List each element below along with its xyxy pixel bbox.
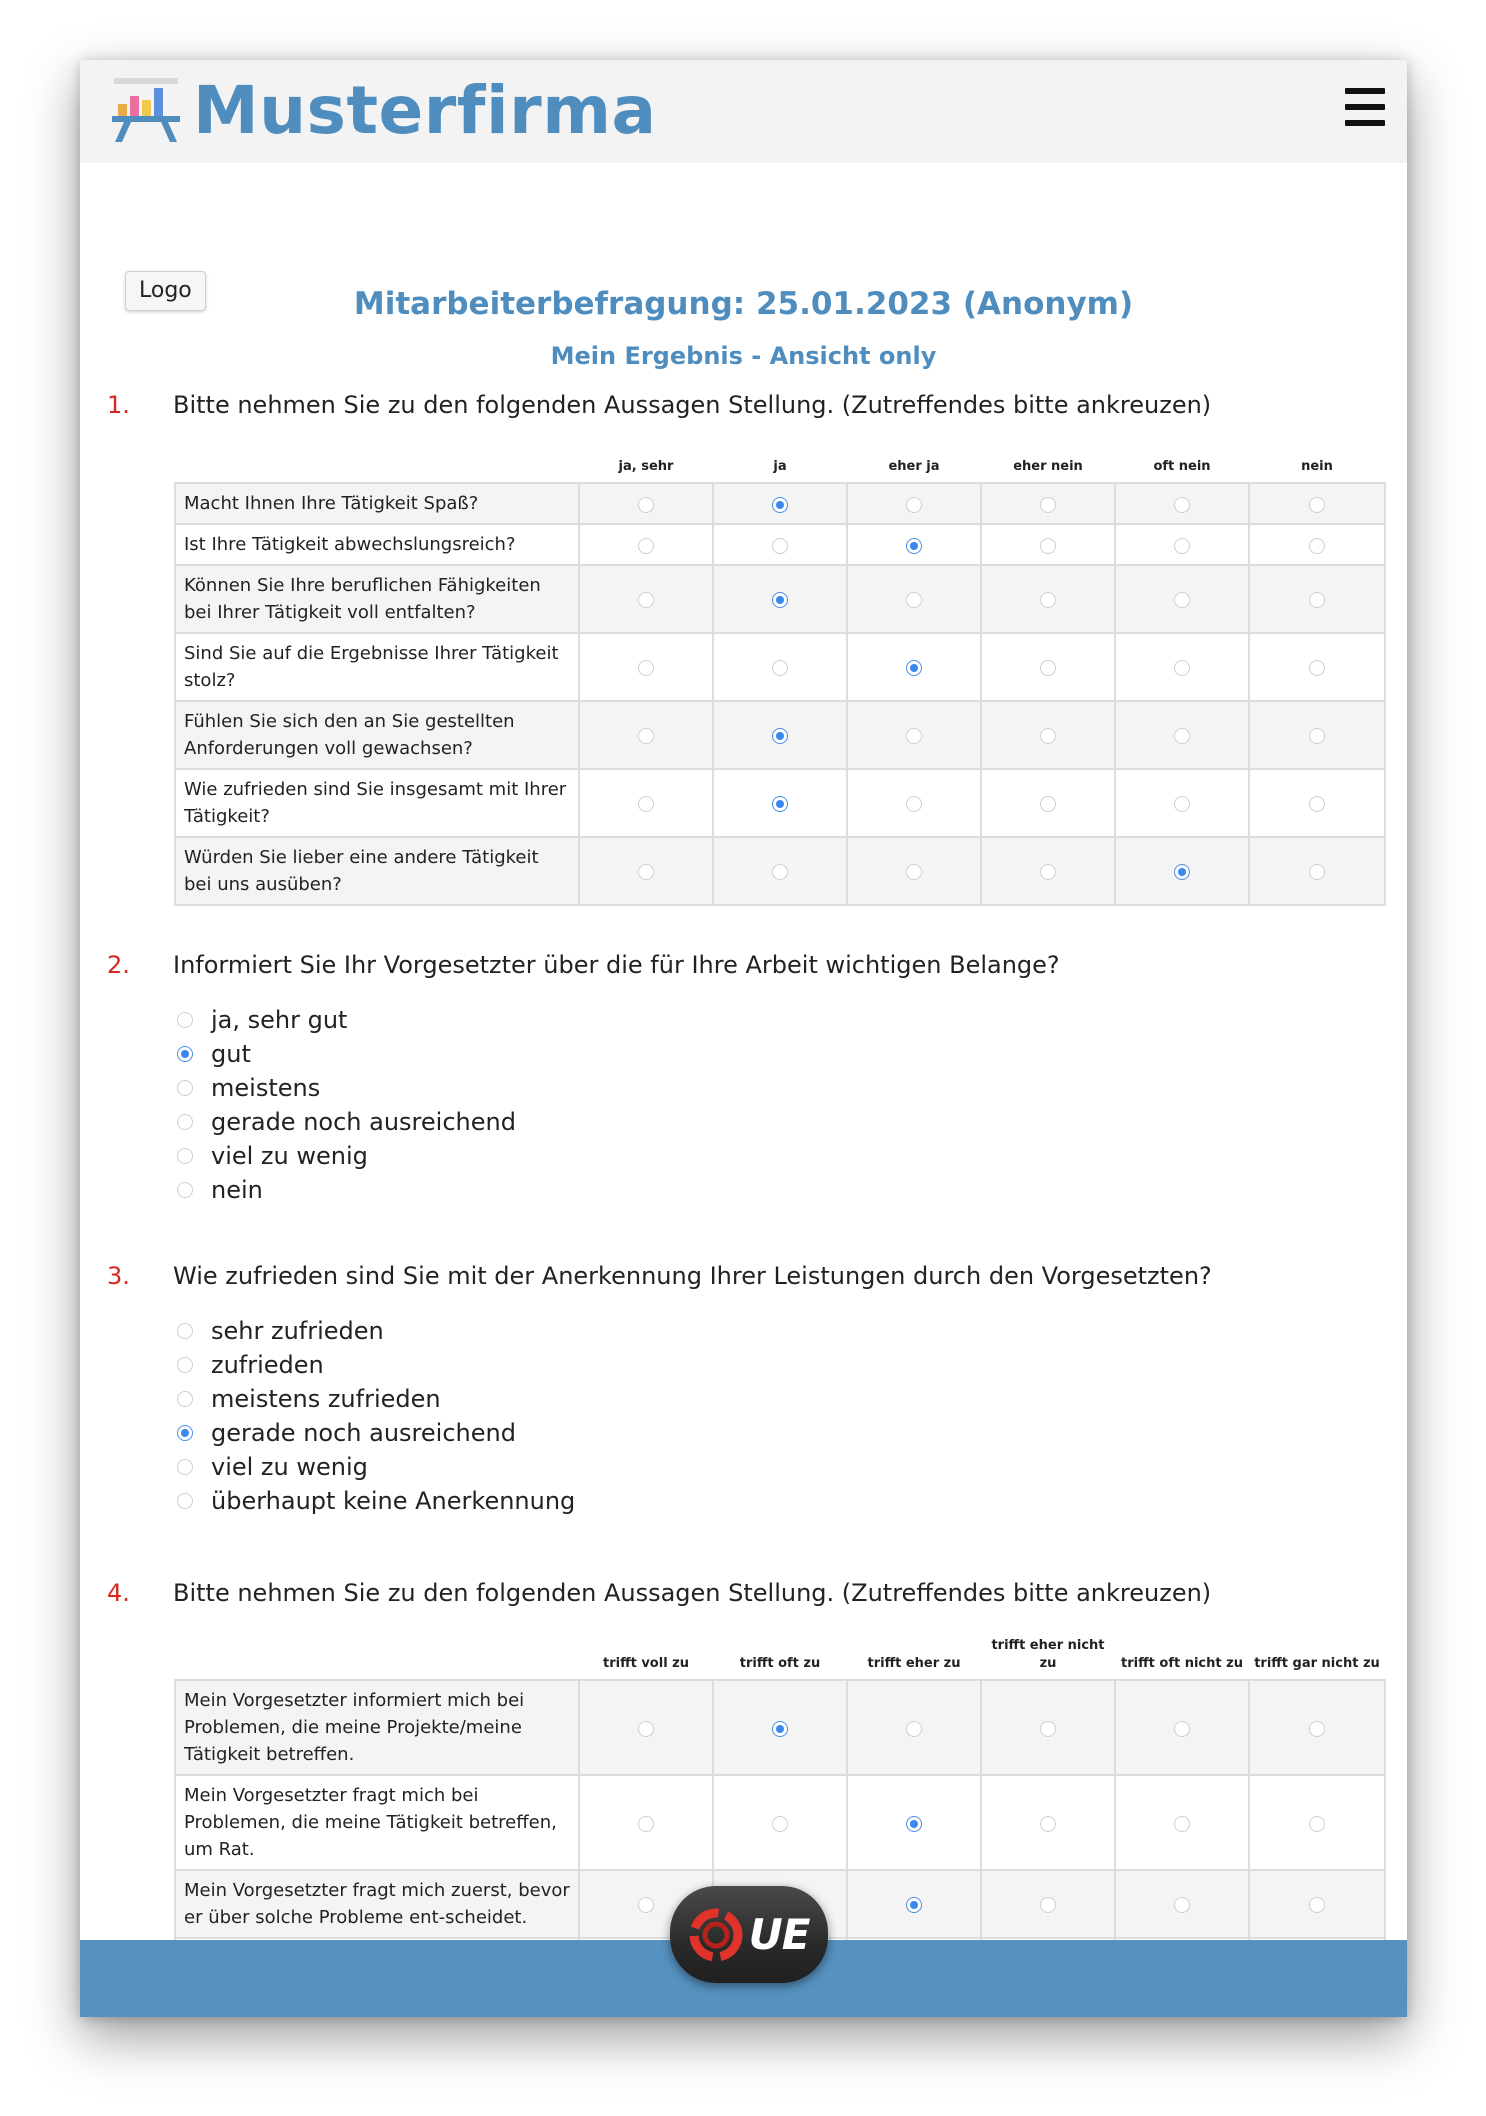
radio-button[interactable] <box>177 1493 193 1509</box>
radio-option-label: zufrieden <box>211 1351 324 1379</box>
radio-button[interactable] <box>177 1323 193 1339</box>
matrix-cell <box>847 524 981 565</box>
radio-button[interactable] <box>772 728 788 744</box>
matrix-cell <box>1115 1775 1249 1870</box>
menu-bar <box>1345 88 1385 94</box>
matrix-cell <box>1249 565 1385 633</box>
radio-option[interactable] <box>177 1037 516 1071</box>
radio-button[interactable] <box>772 592 788 608</box>
matrix-cell <box>1115 483 1249 524</box>
matrix-row-label: Wie zufrieden sind Sie insgesamt mit Ihrer Tätigkeit? <box>175 769 579 837</box>
radio-button[interactable] <box>638 1721 654 1737</box>
matrix-cell <box>579 524 713 565</box>
matrix-cell <box>1249 1775 1385 1870</box>
radio-button[interactable] <box>1040 796 1056 812</box>
radio-button[interactable] <box>638 796 654 812</box>
matrix-cell <box>981 483 1115 524</box>
radio-button[interactable] <box>177 1425 193 1441</box>
question-3-options <box>177 1314 575 1518</box>
radio-button[interactable] <box>177 1148 193 1164</box>
radio-button[interactable] <box>772 660 788 676</box>
matrix-column-header: eher ja <box>888 459 940 474</box>
matrix-cell <box>847 769 981 837</box>
radio-button[interactable] <box>638 538 654 554</box>
question-text: Wie zufrieden sind Sie mit der Anerkennung Ihrer Leistungen durch den Vorgesetzten? <box>173 1262 1212 1290</box>
matrix-row <box>175 565 1385 633</box>
radio-button[interactable] <box>1174 538 1190 554</box>
matrix-cell <box>579 565 713 633</box>
ue-logo-icon <box>689 1908 743 1962</box>
matrix-column-header: nein <box>1301 459 1333 474</box>
question-number: 4. <box>107 1579 130 1607</box>
radio-button[interactable] <box>1174 796 1190 812</box>
radio-button[interactable] <box>638 497 654 513</box>
radio-button[interactable] <box>177 1012 193 1028</box>
matrix-cell <box>1249 524 1385 565</box>
radio-button[interactable] <box>638 1816 654 1832</box>
radio-button[interactable] <box>772 1721 788 1737</box>
matrix-column-header: ja, sehr <box>618 459 674 474</box>
matrix-cell <box>847 565 981 633</box>
radio-button[interactable] <box>638 1897 654 1913</box>
matrix-cell <box>1249 701 1385 769</box>
matrix-row <box>175 769 1385 837</box>
matrix-column-header: trifft oft nicht zu <box>1121 1656 1243 1671</box>
radio-button[interactable] <box>1309 864 1325 880</box>
matrix-row-label: Mein Vorgesetzter fragt mich zuerst, bevor er über solche Probleme ent-scheidet. <box>175 1870 579 1938</box>
radio-option[interactable] <box>177 1348 575 1382</box>
matrix-row <box>175 483 1385 524</box>
radio-button[interactable] <box>177 1046 193 1062</box>
radio-option-label: gerade noch ausreichend <box>211 1108 516 1136</box>
radio-button[interactable] <box>1040 497 1056 513</box>
matrix-cell <box>981 701 1115 769</box>
matrix-cell <box>1249 633 1385 701</box>
matrix-row <box>175 1775 1385 1870</box>
matrix-cell <box>1115 1870 1249 1938</box>
matrix-cell <box>713 565 847 633</box>
matrix-cell <box>579 483 713 524</box>
radio-button[interactable] <box>1174 592 1190 608</box>
matrix-row <box>175 524 1385 565</box>
radio-button[interactable] <box>1174 1897 1190 1913</box>
matrix-cell <box>981 837 1115 905</box>
matrix-cell <box>981 565 1115 633</box>
survey-title: Mitarbeiterbefragung: 25.01.2023 (Anonym) <box>353 286 1134 322</box>
matrix-cell <box>847 1775 981 1870</box>
radio-option-label: sehr zufrieden <box>211 1317 384 1345</box>
logo-icon[interactable] <box>108 74 184 144</box>
question-text: Informiert Sie Ihr Vorgesetzter über die für Ihre Arbeit wichtigen Belange? <box>173 951 1060 979</box>
radio-button[interactable] <box>177 1114 193 1130</box>
matrix-cell <box>981 524 1115 565</box>
matrix-column-header: trifft eher zu <box>867 1656 961 1671</box>
matrix-cell <box>847 1870 981 1938</box>
matrix-row-label: Mein Vorgesetzter fragt mich bei Problemen, die meine Tätigkeit betreffen, um Rat. <box>175 1775 579 1870</box>
matrix-cell <box>713 837 847 905</box>
radio-button[interactable] <box>906 1816 922 1832</box>
logo-tooltip: Logo <box>125 271 206 311</box>
radio-button[interactable] <box>906 660 922 676</box>
matrix-cell <box>713 769 847 837</box>
radio-button[interactable] <box>1309 1897 1325 1913</box>
matrix-cell <box>981 1680 1115 1775</box>
radio-button[interactable] <box>1040 660 1056 676</box>
matrix-row-label: Würden Sie lieber eine andere Tätigkeit bei uns ausüben? <box>175 837 579 905</box>
matrix-cell <box>713 1775 847 1870</box>
radio-option[interactable] <box>177 1139 516 1173</box>
radio-option[interactable] <box>177 1105 516 1139</box>
matrix-column-header: eher nein <box>1013 459 1083 474</box>
matrix-cell <box>1115 524 1249 565</box>
radio-button[interactable] <box>772 864 788 880</box>
matrix-cell <box>1115 837 1249 905</box>
ue-badge-label: UE <box>748 1910 810 1959</box>
radio-button[interactable] <box>1040 592 1056 608</box>
question-number: 1. <box>107 391 130 419</box>
matrix-column-header: trifft voll zu <box>602 1656 690 1671</box>
radio-button[interactable] <box>1174 864 1190 880</box>
question-text: Bitte nehmen Sie zu den folgenden Aussagen Stellung. (Zutreffendes bitte ankreuzen) <box>173 391 1212 419</box>
radio-button[interactable] <box>1309 660 1325 676</box>
radio-button[interactable] <box>1309 1721 1325 1737</box>
matrix-row <box>175 1680 1385 1775</box>
radio-option[interactable] <box>177 1173 516 1207</box>
radio-button[interactable] <box>1309 796 1325 812</box>
radio-button[interactable] <box>906 1897 922 1913</box>
matrix-cell <box>579 769 713 837</box>
ue-badge[interactable] <box>670 1886 828 1983</box>
menu-bar <box>1345 120 1385 126</box>
matrix-cell <box>579 1680 713 1775</box>
matrix-row-label: Sind Sie auf die Ergebnisse Ihrer Tätigkeit stolz? <box>175 633 579 701</box>
radio-option-label: meistens zufrieden <box>211 1385 441 1413</box>
radio-button[interactable] <box>1040 864 1056 880</box>
question-2-options <box>177 1003 516 1207</box>
matrix-cell <box>981 633 1115 701</box>
matrix-cell <box>1249 769 1385 837</box>
matrix-cell <box>847 633 981 701</box>
matrix-column-header: trifft oft zu <box>739 1656 821 1671</box>
radio-button[interactable] <box>1309 592 1325 608</box>
radio-button[interactable] <box>772 796 788 812</box>
matrix-cell <box>1115 701 1249 769</box>
question-text: Bitte nehmen Sie zu den folgenden Aussagen Stellung. (Zutreffendes bitte ankreuzen) <box>173 1579 1212 1607</box>
radio-button[interactable] <box>906 497 922 513</box>
matrix-cell <box>713 633 847 701</box>
radio-button[interactable] <box>1040 1721 1056 1737</box>
brand-name[interactable]: Musterfirma <box>193 72 657 149</box>
radio-button[interactable] <box>1309 728 1325 744</box>
matrix-cell <box>981 769 1115 837</box>
radio-option[interactable] <box>177 1003 516 1037</box>
radio-button[interactable] <box>177 1357 193 1373</box>
matrix-row <box>175 837 1385 905</box>
radio-button[interactable] <box>1174 1816 1190 1832</box>
radio-option-label: viel zu wenig <box>211 1142 368 1170</box>
radio-button[interactable] <box>906 728 922 744</box>
matrix-cell <box>1115 1680 1249 1775</box>
matrix-cell <box>981 1870 1115 1938</box>
radio-button[interactable] <box>772 1816 788 1832</box>
matrix-cell <box>579 701 713 769</box>
radio-button[interactable] <box>1174 660 1190 676</box>
radio-button[interactable] <box>1309 1816 1325 1832</box>
matrix-cell <box>981 1775 1115 1870</box>
matrix-cell <box>1249 1680 1385 1775</box>
matrix-cell <box>847 837 981 905</box>
matrix-cell <box>579 633 713 701</box>
matrix-cell <box>1115 769 1249 837</box>
radio-option-label: gut <box>211 1040 251 1068</box>
matrix-row-label: Mein Vorgesetzter informiert mich bei Problemen, die meine Projekte/meine Tätigkeit betreffen. <box>175 1680 579 1775</box>
survey-content <box>80 163 1407 1998</box>
radio-button[interactable] <box>638 864 654 880</box>
hamburger-menu-icon[interactable] <box>1345 88 1385 126</box>
matrix-cell <box>847 483 981 524</box>
radio-button[interactable] <box>906 864 922 880</box>
matrix-row-label: Macht Ihnen Ihre Tätigkeit Spaß? <box>175 483 579 524</box>
matrix-row-label: Ist Ihre Tätigkeit abwechslungsreich? <box>175 524 579 565</box>
radio-button[interactable] <box>772 538 788 554</box>
radio-button[interactable] <box>638 592 654 608</box>
radio-button[interactable] <box>177 1182 193 1198</box>
matrix-column-header: trifft eher nicht zu <box>991 1638 1105 1671</box>
matrix-cell <box>1249 837 1385 905</box>
radio-option[interactable] <box>177 1071 516 1105</box>
matrix-column-header: trifft gar nicht zu <box>1254 1656 1380 1671</box>
radio-option[interactable] <box>177 1416 575 1450</box>
radio-option[interactable] <box>177 1450 575 1484</box>
matrix-column-header: ja <box>773 459 787 474</box>
radio-button[interactable] <box>906 538 922 554</box>
matrix-cell <box>1249 1870 1385 1938</box>
site-header <box>80 60 1407 166</box>
matrix-cell <box>713 483 847 524</box>
radio-option[interactable] <box>177 1484 575 1518</box>
matrix-row-label: Fühlen Sie sich den an Sie gestellten Anforderungen voll gewachsen? <box>175 701 579 769</box>
radio-button[interactable] <box>177 1459 193 1475</box>
radio-button[interactable] <box>1309 497 1325 513</box>
matrix-cell <box>1115 633 1249 701</box>
radio-button[interactable] <box>906 592 922 608</box>
survey-subtitle: Mein Ergebnis - Ansicht only <box>550 342 937 370</box>
radio-button[interactable] <box>1040 1816 1056 1832</box>
radio-button[interactable] <box>772 497 788 513</box>
radio-option-label: viel zu wenig <box>211 1453 368 1481</box>
browser-window <box>80 60 1407 2017</box>
radio-option[interactable] <box>177 1382 575 1416</box>
matrix-column-header: oft nein <box>1153 459 1211 474</box>
radio-option-label: gerade noch ausreichend <box>211 1419 516 1447</box>
radio-button[interactable] <box>1174 728 1190 744</box>
radio-option-label: ja, sehr gut <box>211 1006 348 1034</box>
matrix-cell <box>1249 483 1385 524</box>
radio-button[interactable] <box>177 1080 193 1096</box>
radio-option[interactable] <box>177 1314 575 1348</box>
matrix-cell <box>579 1775 713 1870</box>
matrix-row <box>175 701 1385 769</box>
radio-button[interactable] <box>1174 497 1190 513</box>
menu-bar <box>1345 104 1385 110</box>
radio-button[interactable] <box>177 1391 193 1407</box>
radio-button[interactable] <box>906 1721 922 1737</box>
radio-button[interactable] <box>1040 728 1056 744</box>
matrix-cell <box>713 701 847 769</box>
radio-option-label: überhaupt keine Anerkennung <box>211 1487 576 1515</box>
radio-option-label: meistens <box>211 1074 321 1102</box>
radio-button[interactable] <box>906 796 922 812</box>
matrix-cell <box>847 701 981 769</box>
matrix-cell <box>1115 565 1249 633</box>
matrix-cell <box>579 837 713 905</box>
matrix-cell <box>713 524 847 565</box>
matrix-row-label: Können Sie Ihre beruflichen Fähigkeiten bei Ihrer Tätigkeit voll entfalten? <box>175 565 579 633</box>
radio-button[interactable] <box>1040 538 1056 554</box>
radio-button[interactable] <box>1040 1897 1056 1913</box>
radio-button[interactable] <box>638 660 654 676</box>
radio-option-label: nein <box>211 1176 263 1204</box>
question-1-matrix <box>174 448 1386 906</box>
matrix-cell <box>713 1680 847 1775</box>
matrix-row <box>175 633 1385 701</box>
matrix-cell <box>847 1680 981 1775</box>
question-number: 2. <box>107 951 130 979</box>
radio-button[interactable] <box>1174 1721 1190 1737</box>
radio-button[interactable] <box>638 728 654 744</box>
question-number: 3. <box>107 1262 130 1290</box>
radio-button[interactable] <box>1309 538 1325 554</box>
